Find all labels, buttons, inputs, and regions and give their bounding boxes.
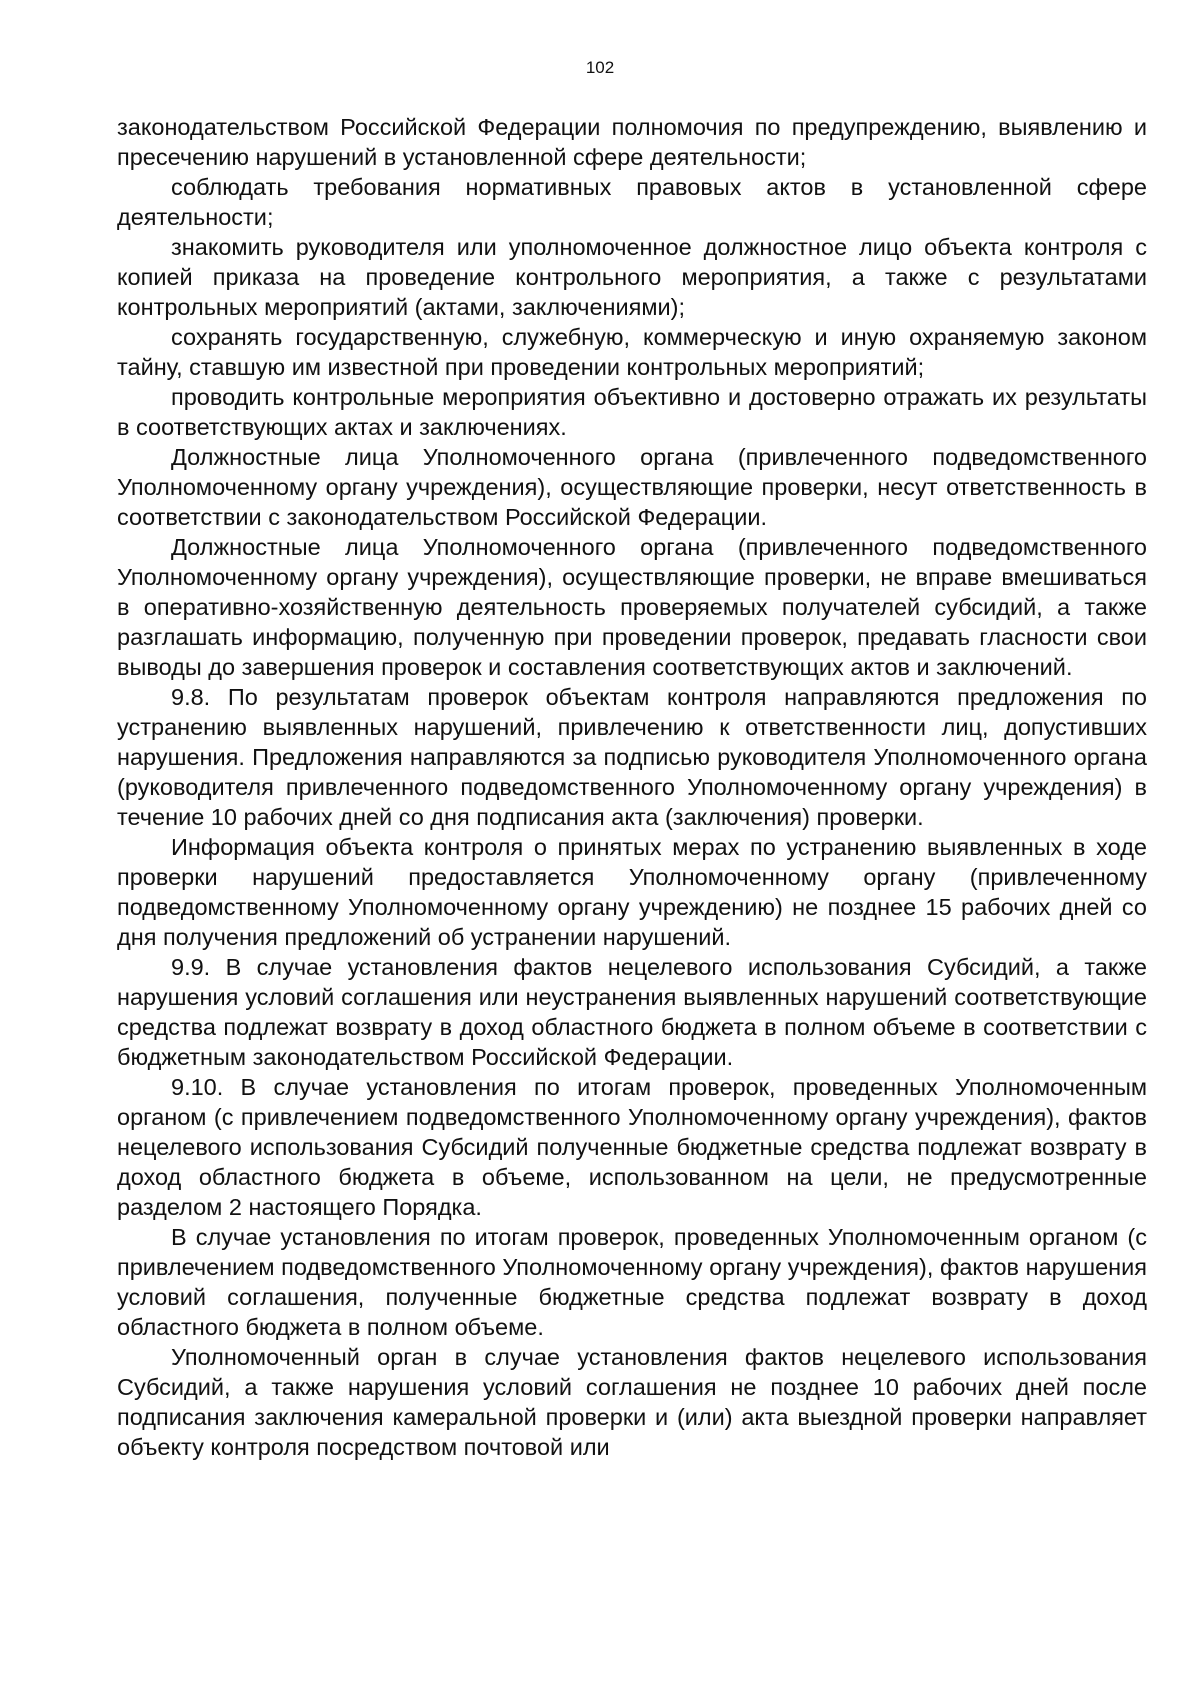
- page-number: 102: [585, 58, 615, 77]
- paragraph-keep-secret: сохранять государственную, служебную, коммерческую и иную охраняемую законом тайну, ставшую им известной при проведении контрольных мероприятий;: [117, 324, 1147, 380]
- document-body: [117, 112, 1147, 1462]
- paragraph-conduct-objectively: проводить контрольные мероприятия объективно и достоверно отражать их результаты в соответствующих актах и заключениях.: [117, 384, 1147, 440]
- paragraph-officials-restrictions: Должностные лица Уполномоченного органа (привлеченного подведомственного Уполномоченному органу учреждения), осуществляющие проверки, не вправе вмешиваться в оперативно-хозяйственную деятельность проверяемых получателей субсидий, а также разглашать информацию, полученную при проведении проверок, предавать гласности свои выводы до завершения проверок и составления соответствующих актов и заключений.: [117, 534, 1147, 680]
- paragraph-familiarize: знакомить руководителя или уполномоченное должностное лицо объекта контроля с копией приказа на проведение контрольного мероприятия, а также с результатами контрольных мероприятий (актами, заключениями);: [117, 234, 1147, 320]
- paragraph-comply-requirements: соблюдать требования нормативных правовых актов в установленной сфере деятельности;: [117, 174, 1147, 230]
- paragraph-9-9: 9.9. В случае установления фактов нецелевого использования Субсидий, а также нарушения условий соглашения или неустранения выявленных нарушений соответствующие средства подлежат возврату в доход областного бюджета в полном объеме в соответствии с бюджетным законодательством Российской Федерации.: [117, 954, 1147, 1070]
- paragraph-officials-responsibility: Должностные лица Уполномоченного органа (привлеченного подведомственного Уполномоченному органу учреждения), осуществляющие проверки, несут ответственность в соответствии с законодательством Российской Федерации.: [117, 444, 1147, 530]
- paragraph-9-10: 9.10. В случае установления по итогам проверок, проведенных Уполномоченным органом (с привлечением подведомственного Уполномоченному органу учреждения), фактов нецелевого использования Субсидий полученные бюджетные средства подлежат возврату в доход областного бюджета в объеме, использованном на цели, не предусмотренные разделом 2 настоящего Порядка.: [117, 1074, 1147, 1220]
- paragraph-9-8: 9.8. По результатам проверок объектам контроля направляются предложения по устранению выявленных нарушений, привлечению к ответственности лиц, допустивших нарушения. Предложения направляются за подписью руководителя Уполномоченного органа (руководителя привлеченного подведомственного Уполномоченному органу учреждения) в течение 10 рабочих дней со дня подписания акта (заключения) проверки.: [117, 684, 1147, 830]
- paragraph-control-object-info: Информация объекта контроля о принятых мерах по устранению выявленных в ходе проверки нарушений предоставляется Уполномоченному органу (привлеченному подведомственному Уполномоченному органу учреждению) не позднее 15 рабочих дней со дня получения предложений об устранении нарушений.: [117, 834, 1147, 950]
- paragraph-agreement-violation: В случае установления по итогам проверок, проведенных Уполномоченным органом (с привлечением подведомственного Уполномоченному органу учреждения), фактов нарушения условий соглашения, полученные бюджетные средства подлежат возврату в доход областного бюджета в полном объеме.: [117, 1224, 1147, 1340]
- paragraph-continuation: законодательством Российской Федерации полномочия по предупреждению, выявлению и пресечению нарушений в установленной сфере деятельности;: [117, 114, 1147, 170]
- paragraph-authorized-body-notice: Уполномоченный орган в случае установления фактов нецелевого использования Субсидий, а также нарушения условий соглашения не позднее 10 рабочих дней после подписания заключения камеральной проверки и (или) акта выездной проверки направляет объекту контроля посредством почтовой или: [117, 1344, 1147, 1460]
